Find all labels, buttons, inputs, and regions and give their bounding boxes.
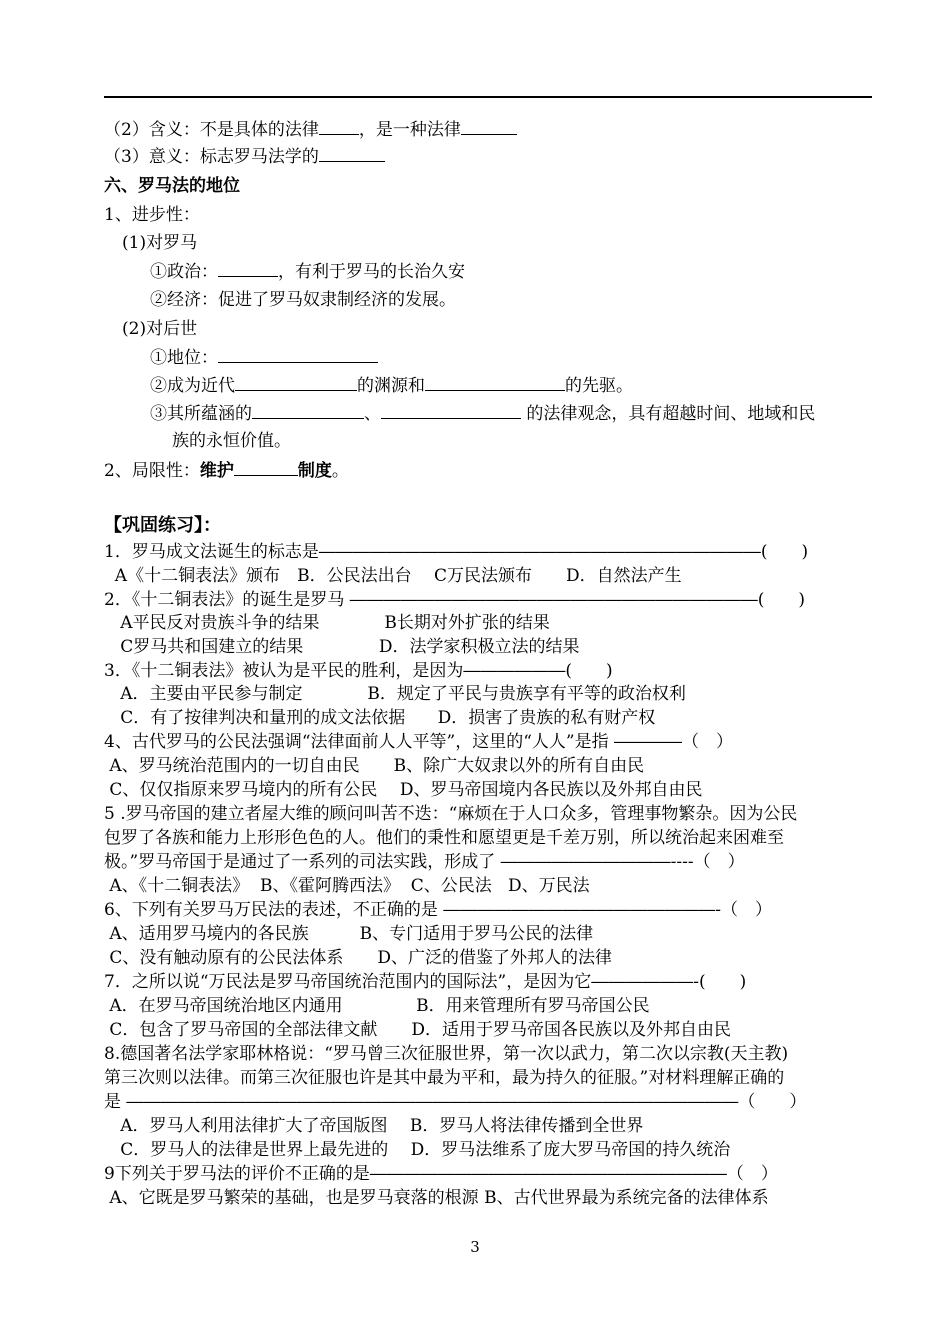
question-options: A．主要由平民参与制定 B．规定了平民与贵族享有平等的政治权利: [104, 684, 686, 704]
question: 第三次则以法律。而第三次征服也许是其中最为平和，最为持久的征服。”对材料理解正确的: [104, 1068, 785, 1088]
item-title: (1)对罗马: [122, 233, 198, 253]
item-title: (2)对后世: [122, 319, 198, 339]
item-line: ②经济：促进了罗马奴隶制经济的发展。: [150, 290, 456, 310]
question-options: A平民反对贵族斗争的结果 B长期对外扩张的结果: [104, 613, 550, 633]
question: 是 ――――――――――――――――――――――――――――――――――――（ ）: [104, 1092, 807, 1112]
question: 5 .罗马帝国的建立者屋大维的顾问叫苦不迭：“麻烦在于人口众多，管理事物繁杂。因为公民: [104, 804, 798, 824]
item-line: 族的永恒价值。: [172, 431, 291, 451]
question-options: A、罗马统治范围内的一切自由民 B、除广大奴隶以外的所有自由民: [104, 756, 645, 776]
question: 极。”罗马帝国于是通过了一系列的司法实践，形成了 ――――――――――----（ ）: [104, 852, 745, 872]
fill-blank: [252, 402, 364, 419]
item-line: ①地位：: [150, 346, 378, 368]
fill-blank: [218, 260, 278, 277]
fill-blank: [218, 346, 378, 363]
fill-blank: [235, 374, 357, 391]
fill-blank: [425, 374, 565, 391]
question-options: C．包含了罗马帝国的全部法律文献 D．适用于罗马帝国各民族以及外邦自由民: [104, 1020, 732, 1040]
meaning-line: （2）含义：不是具体的法律 ，是一种法律: [104, 118, 517, 140]
significance-line: （3）意义：标志罗马法学的: [104, 145, 385, 167]
question-options: C、仅仅指原来罗马境内的所有公民 D、罗马帝国境内各民族以及外邦自由民: [104, 780, 703, 800]
question-options: A《十二铜表法》颁布 B．公民法出台 C万民法颁布 D．自然法产生: [104, 566, 682, 586]
fill-blank: [381, 402, 521, 419]
exercise-title: 【巩固练习】：: [104, 515, 221, 536]
question-options: A、它既是罗马繁荣的基础，也是罗马衰落的根源 B、古代世界最为系统完备的法律体系: [104, 1188, 769, 1208]
limitation-line: 2、局限性：维护 制度。: [104, 461, 349, 481]
question: 2．《十二铜表法》的诞生是罗马 ――――――――――――――――――――――――( ): [104, 590, 805, 610]
question-options: A．罗马人利用法律扩大了帝国版图 B．罗马人将法律传播到全世界: [104, 1116, 644, 1136]
question: 包罗了各族和能力上形形色色的人。他们的秉性和愿望更是千差万别，所以统治起来困难至: [104, 828, 784, 848]
item-line: ②成为近代 的渊源和 的先驱。: [150, 376, 633, 396]
page-number: 3: [470, 1238, 480, 1256]
item-line: ①政治： ，有利于罗马的长治久安: [150, 262, 465, 282]
fill-blank: [319, 145, 385, 162]
header-rule: [104, 96, 872, 98]
question-options: C．有了按律判决和量刑的成文法依据 D．损害了贵族的私有财产权: [104, 708, 656, 728]
question: 6、下列有关罗马万民法的表述，不正确的是 ――――――――――――――――-（ ）: [104, 900, 772, 920]
question-options: A、适用罗马境内的各民族 B、专门适用于罗马公民的法律: [104, 924, 594, 944]
question-options: A．在罗马帝国统治地区内通用 B．用来管理所有罗马帝国公民: [104, 996, 650, 1016]
question: 8.德国著名法学家耶林格说：“罗马曾三次征服世界，第一次以武力，第二次以宗教(天主教): [104, 1044, 789, 1064]
fill-blank: [319, 118, 359, 135]
question: 9下列关于罗马法的评价不正确的是―――――――――――――――――――――（ ）: [104, 1164, 778, 1184]
question-options: C．罗马人的法律是世界上最先进的 D．罗马法维系了庞大罗马帝国的持久统治: [104, 1140, 731, 1160]
question: 4、古代罗马的公民法强调“法律面前人人平等”，这里的“人人”是指 ――――（ ）: [104, 732, 733, 752]
question: 1．罗马成文法诞生的标志是――――――――――――――――――――――――――( ): [104, 542, 809, 562]
question-options: C、没有触动原有的公民法体系 D、广泛的借鉴了外邦人的法律: [104, 948, 613, 968]
fill-blank: [461, 118, 517, 135]
item-line: ③其所蕴涵的 、 的法律观念，具有超越时间、地域和民: [150, 404, 816, 424]
question: 3．《十二铜表法》被认为是平民的胜利，是因为――――――( ): [104, 661, 613, 681]
fill-blank: [234, 459, 298, 476]
question: 7．之所以说“万民法是罗马帝国统治范围内的国际法”，是因为它――――――-( ): [104, 972, 747, 992]
subsection-title: 1、进步性：: [104, 205, 200, 225]
question-options: A、《十二铜表法》 B、《霍阿腾西法》 C、公民法 D、万民法: [104, 876, 590, 896]
question-options: C罗马共和国建立的结果 D．法学家积极立法的结果: [104, 637, 580, 657]
section-heading: 六、罗马法的地位: [104, 176, 240, 196]
